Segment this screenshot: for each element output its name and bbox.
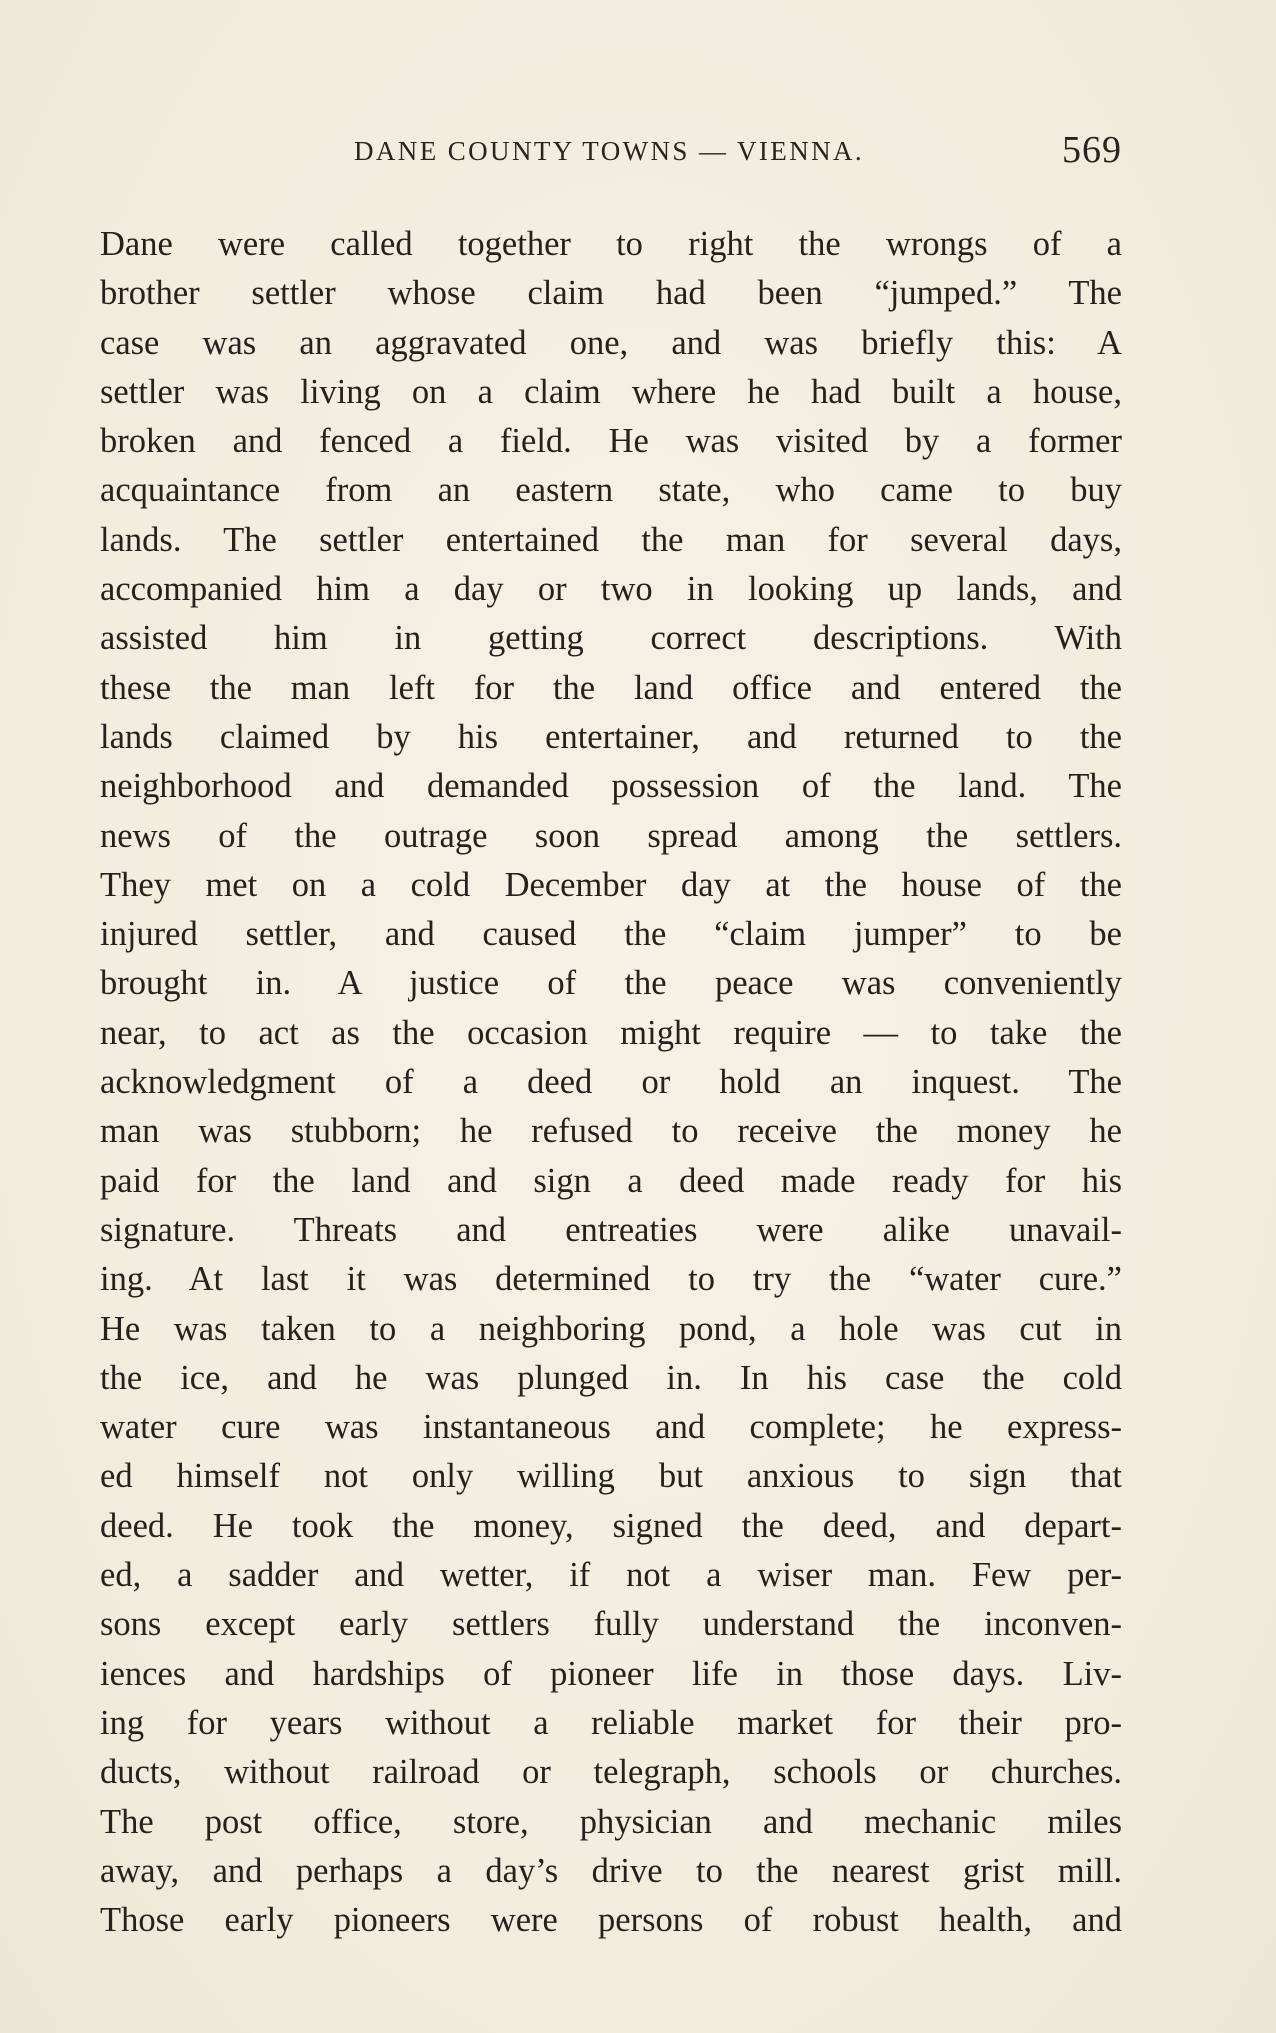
- text-line: man was stubborn; he refused to receive the money he: [100, 1112, 1122, 1151]
- text-line: paid for the land and sign a deed made ready for his: [100, 1161, 1122, 1200]
- text-line: injured settler, and caused the “claim jumper” to be: [100, 915, 1122, 954]
- text-line: water cure was instantaneous and complete; he express-: [100, 1408, 1122, 1447]
- text-line: away, and perhaps a day’s drive to the nearest grist mill.: [100, 1851, 1122, 1890]
- text-line: deed. He took the money, signed the deed, and depart-: [100, 1506, 1122, 1545]
- text-line: news of the outrage soon spread among the settlers.: [100, 816, 1122, 855]
- text-line: ed, a sadder and wetter, if not a wiser man. Few per-: [100, 1556, 1122, 1595]
- text-line: neighborhood and demanded possession of the land. The: [100, 767, 1122, 806]
- text-line: brought in. A justice of the peace was conveniently: [100, 964, 1122, 1003]
- text-line: He was taken to a neighboring pond, a hole was cut in: [100, 1309, 1122, 1348]
- text-line: sons except early settlers fully understand the inconven-: [100, 1605, 1122, 1644]
- text-line: ed himself not only willing but anxious to sign that: [100, 1457, 1122, 1496]
- page-header: [100, 128, 1122, 178]
- body-text: [100, 220, 1122, 1945]
- text-line: accompanied him a day or two in looking up lands, and: [100, 570, 1122, 609]
- text-line: the ice, and he was plunged in. In his case the cold: [100, 1358, 1122, 1397]
- text-line: Those early pioneers were persons of robust health, and: [100, 1901, 1122, 1940]
- page-number: 569: [1062, 129, 1122, 171]
- text-line: The post office, store, physician and mechanic miles: [100, 1802, 1122, 1841]
- text-line: these the man left for the land office and entered the: [100, 668, 1122, 707]
- text-line: signature. Threats and entreaties were alike unavail-: [100, 1210, 1122, 1249]
- text-line: assisted him in getting correct descriptions. With: [100, 619, 1122, 658]
- text-line: ducts, without railroad or telegraph, schools or churches.: [100, 1753, 1122, 1792]
- text-line: near, to act as the occasion might require — to take the: [100, 1013, 1122, 1052]
- running-head: DANE COUNTY TOWNS — VIENNA.: [354, 136, 865, 166]
- text-line: iences and hardships of pioneer life in those days. Liv-: [100, 1654, 1122, 1693]
- text-line: lands claimed by his entertainer, and returned to the: [100, 717, 1122, 756]
- text-line: Dane were called together to right the wrongs of a: [100, 225, 1122, 263]
- text-line: They met on a cold December day at the house of the: [100, 865, 1122, 904]
- text-line: settler was living on a claim where he had built a house,: [100, 372, 1122, 411]
- text-line: ing for years without a reliable market for their pro-: [100, 1703, 1122, 1742]
- text-line: case was an aggravated one, and was briefly this: A: [100, 323, 1122, 362]
- text-line: brother settler whose claim had been “jumped.” The: [100, 274, 1122, 313]
- text-line: ing. At last it was determined to try the “water cure.”: [100, 1260, 1122, 1299]
- text-line: acknowledgment of a deed or hold an inquest. The: [100, 1063, 1122, 1102]
- text-line: broken and fenced a field. He was visited by a former: [100, 422, 1122, 461]
- text-line: acquaintance from an eastern state, who came to buy: [100, 471, 1122, 510]
- text-line: lands. The settler entertained the man for several days,: [100, 520, 1122, 559]
